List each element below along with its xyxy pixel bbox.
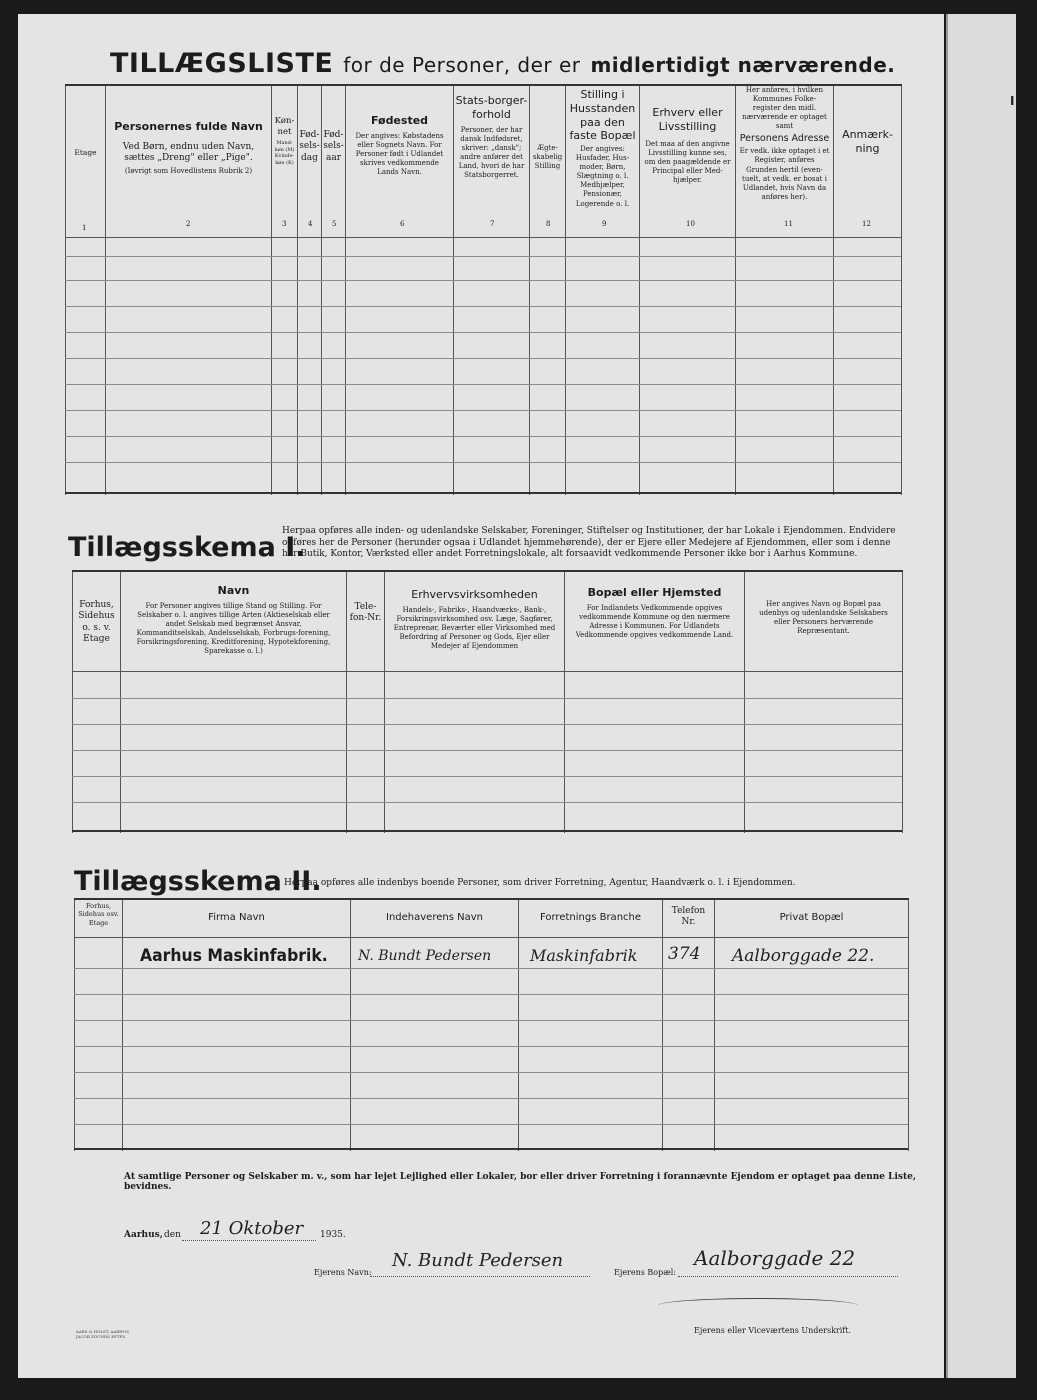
skema2-col-bopael: Privat Bopæl: [715, 899, 909, 937]
date-line: [182, 1240, 316, 1242]
colnum-3: 3: [282, 220, 287, 228]
skema2-intro: Herpaa opføres alle indenbys boende Personer, som driver Forretning, Agentur, Haandværk o. l. i Ejendommen.: [284, 878, 796, 888]
title-end: midlertidigt nærværende.: [590, 53, 896, 77]
title-middle: for de Personer, der er: [343, 53, 581, 77]
adjacent-page-mark: I: [1010, 94, 1015, 108]
col-adresse: Her anføres, i hvilken Kommunes Folke-register den midl. nærværende er optaget samt Personens Adresse Er vedk. ikke optaget i et Register, anføres Grunden hertil (even-tuelt, at vedk. er bosat i Udlandet, hvis Navn da anføres her).: [736, 85, 834, 237]
skema2-col-indehaver: Indehaverens Navn: [351, 899, 519, 937]
footer-place: Aarhus,: [124, 1230, 163, 1240]
row1-firma: Aarhus Maskinfabrik.: [140, 946, 328, 966]
skema2-col-etage: Forhus, Sidehus osv. Etage: [75, 899, 123, 937]
col-aegteskab: Ægte-skabelig Stilling: [530, 85, 566, 237]
footer-den: den: [164, 1230, 181, 1240]
signature-label: Ejerens eller Viceværtens Underskrift.: [694, 1326, 852, 1335]
tillaegsliste-table: [65, 84, 902, 495]
row1-bopael: Aalborggade 22.: [732, 946, 875, 966]
colnum-8: 8: [546, 220, 551, 228]
skema2-table: [74, 898, 909, 1151]
footer-statement: At samtlige Personer og Selskaber m. v., som har lejet Lejlighed eller Lokaler, bor eller driver Forretning i forannævnte Ejendom er optaget paa denne Liste, bevidnes.: [124, 1172, 916, 1192]
colnum-1: 1: [82, 224, 87, 232]
printer-imprint: AARS & HOLST, AARHUS JACOB ZOUNDS EFTFS.: [76, 1329, 129, 1339]
skema1-table: [72, 570, 903, 833]
skema1-col-telefon: Tele-fon-Nr.: [347, 571, 385, 671]
colnum-6: 6: [400, 220, 405, 228]
row1-branche: Maskinfabrik: [530, 946, 638, 965]
col-etage: Etage: [66, 85, 106, 237]
colnum-7: 7: [490, 220, 495, 228]
signature-stroke: [658, 1298, 858, 1313]
skema1-col-erhverv: Erhvervsvirksomheden Handels-, Fabriks-, Haandværks-, Bank-, Forsikringsvirksomhed osv. Læge, Sagfører, Entreprenør, Beværter eller Virksomhed med Befordring af Personer og Gods, Ejer eller Medejer af Ejendommen: [385, 571, 565, 671]
colnum-10: 10: [686, 220, 695, 228]
col-foedselsdag: Fød-sels-dag: [298, 85, 322, 237]
skema2-title: Tillægsskema II.: [74, 866, 322, 897]
adjacent-page: [946, 14, 1016, 1378]
col-foedselsaar: Fød-sels-aar: [322, 85, 346, 237]
skema1-col-bopael: Bopæl eller Hjemsted For Indlandets Vedkommende opgives vedkommende Kommune og den nærmere Adresse i Kommunen. For Udlandets Vedkommende opgives vedkommende Land.: [565, 571, 745, 671]
col-anmaerkning: Anmærk-ning: [834, 85, 902, 237]
owner-address-line: [678, 1276, 898, 1278]
footer-date: 21 Oktober: [200, 1218, 304, 1239]
col-statsborger: Stats-borger-forhold Personer, der har dansk Indfødsret, skriver: „dansk"; andre anfører det Land, hvori de har Statsborgerret.: [454, 85, 530, 237]
skema2-col-telefon: Telefon Nr.: [663, 899, 715, 937]
skema2-col-firma: Firma Navn: [123, 899, 351, 937]
footer-year: 1935.: [320, 1230, 346, 1240]
colnum-12: 12: [862, 220, 871, 228]
skema1-title: Tillægsskema I.: [68, 532, 306, 563]
colnum-4: 4: [308, 220, 313, 228]
colnum-2: 2: [186, 220, 191, 228]
col-navn: Personernes fulde Navn Ved Børn, endnu uden Navn, sættes „Dreng" eller „Pige". (Iøvrigt som Hovedlistens Rubrik 2): [106, 85, 272, 237]
colnum-9: 9: [602, 220, 607, 228]
row1-telefon: 374: [668, 944, 701, 964]
row1-indehaver: N. Bundt Pedersen: [358, 948, 492, 964]
col-foedested: Fødested Der angives: Købstadens eller Sognets Navn. For Personer født i Udlandet skrives vedkommende Lands Navn.: [346, 85, 454, 237]
skema2-col-branche: Forretnings Branche: [519, 899, 663, 937]
col-erhverv: Erhverv eller Livsstilling Det maa af den angivne Livsstilling kunne ses, om den paagældende er Principal eller Med-hjælper.: [640, 85, 736, 237]
col-koen: Køn-net Mand-køn (M) Kvinde-køn (K): [272, 85, 298, 237]
skema1-col-navn: Navn For Personer angives tillige Stand og Stilling. For Selskaber o. l. angives tillige Arten (Aktieselskab eller andet Selskab med begrænset Ansvar, Kommanditselskab, Andelsselskab, Forbrugs-forening, Forsikringsforening, Kreditforening, Hypotekforening, Sparekasse o. l.): [121, 571, 347, 671]
colnum-11: 11: [784, 220, 793, 228]
skema1-col-repraesentant: Her angives Navn og Bopæl paa udenbys og udenlandske Selskabers eller Personers herværende Repræsentant.: [745, 571, 903, 671]
colnum-5: 5: [332, 220, 337, 228]
main-title: [110, 48, 895, 79]
owner-address-signature: Aalborggade 22: [694, 1246, 856, 1270]
owner-name-signature: N. Bundt Pedersen: [392, 1250, 564, 1271]
owner-address-label: Ejerens Bopæl:: [614, 1268, 677, 1277]
skema1-intro: Herpaa opføres alle inden- og udenlandske Selskaber, Foreninger, Stiftelser og Institutioner, der har Lokale i Ejendommen. Endvidere opføres her de Personer (herunder ogsaa i Udlandet hjemmehørende), der er Ejere eller Medejere af Ejendommen, eller som i denne har Butik, Kontor, Værksted eller andet Forretningslokale, alt forsaavidt vedkommende Personer ikke bor i Aarhus Kommune.: [282, 526, 896, 560]
title-tillaegsliste: TILLÆGSLISTE: [110, 48, 334, 79]
skema1-col-etage: Forhus, Sidehus o. s. v. Etage: [73, 571, 121, 671]
owner-name-label: Ejerens Navn:: [314, 1268, 372, 1277]
col-stilling: Stilling i Husstanden paa den faste Bopæl Der angives: Husfader, Hus-moder, Børn, Slægtning o. l. Medhjælper, Pensionær, Logerende o. l.: [566, 85, 640, 237]
owner-name-line: [370, 1276, 590, 1278]
form-sheet: [18, 14, 944, 1378]
